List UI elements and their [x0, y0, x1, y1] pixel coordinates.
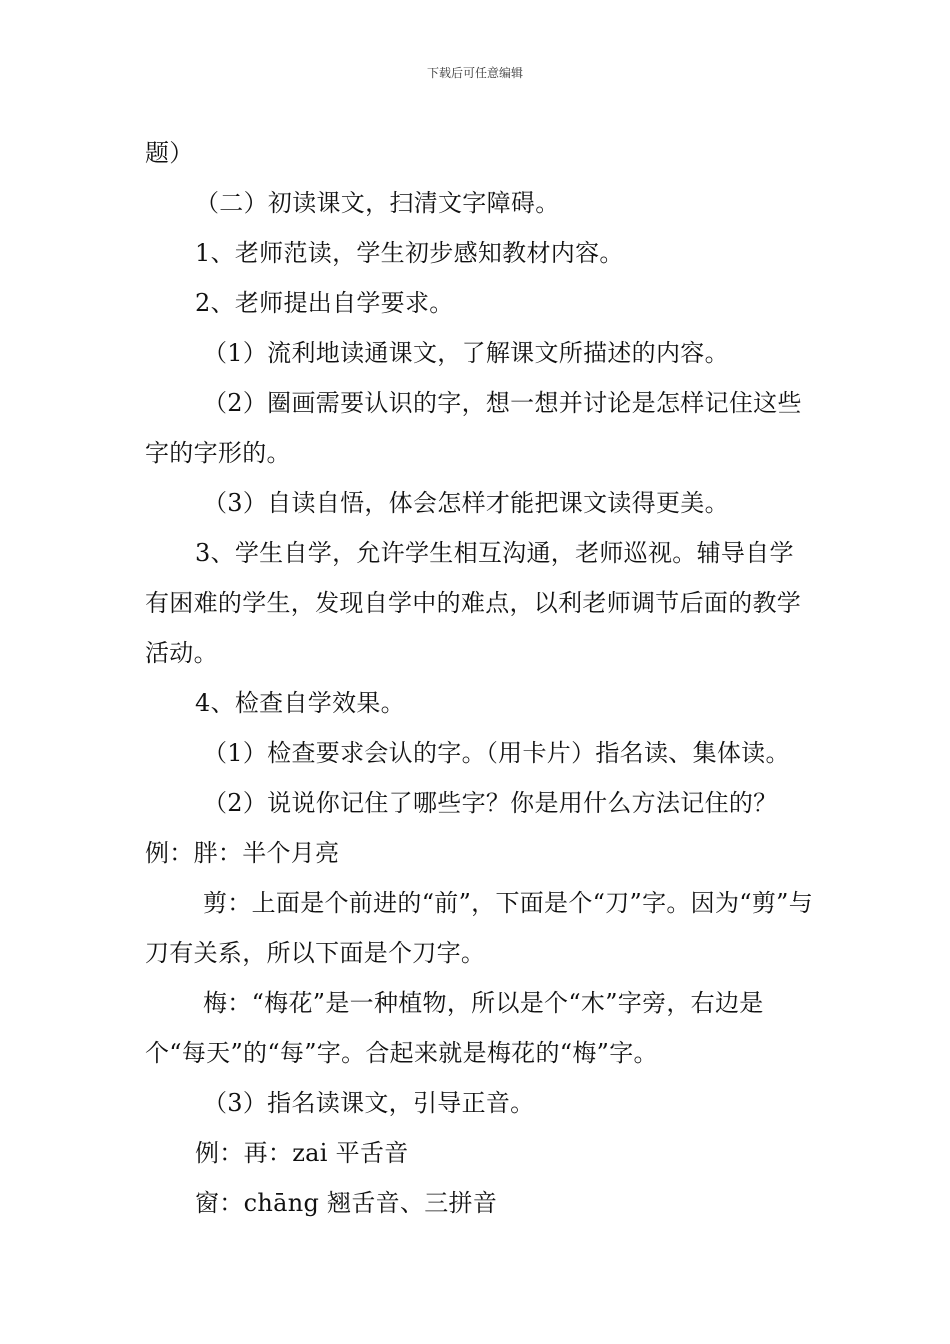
paragraph: 剪：上面是个前进的“前”，下面是个“刀”字。因为“剪”与刀有关系，所以下面是个刀字。	[145, 889, 814, 967]
paragraph: 3、学生自学，允许学生相互沟通，老师巡视。辅导自学有困难的学生，发现自学中的难点，以利老师调节后面的教学活动。	[145, 539, 802, 667]
paragraph: （2）说说你记住了哪些字？你是用什么方法记住的？	[203, 789, 778, 817]
paragraph: （二）初读课文，扫清文字障碍。	[195, 189, 560, 217]
paragraph: 窗：chāng 翘舌音、三拼音	[195, 1189, 498, 1217]
paragraph: （3）自读自悟，体会怎样才能把课文读得更美。	[203, 489, 729, 517]
paragraph: 题）	[145, 139, 194, 167]
paragraph: （3）指名读课文，引导正音。	[203, 1089, 535, 1117]
paragraph: （1）检查要求会认的字。（用卡片）指名读、集体读。	[203, 739, 790, 767]
document-body	[145, 128, 815, 1228]
paragraph: （1）流利地读通课文，了解课文所描述的内容。	[203, 339, 729, 367]
paragraph: 4、检查自学效果。	[195, 689, 405, 717]
page-header: 下载后可任意编辑	[426, 66, 523, 80]
paragraph: 例：再：zai 平舌音	[195, 1139, 409, 1167]
paragraph: 1、老师范读，学生初步感知教材内容。	[195, 239, 624, 267]
paragraph: （2）圈画需要认识的字，想一想并讨论是怎样记住这些字的字形的。	[145, 389, 802, 467]
paragraph: 梅：“梅花”是一种植物，所以是个“木”字旁，右边是个“每天”的“每”字。合起来就是梅花的“梅”字。	[145, 989, 764, 1067]
paragraph: 2、老师提出自学要求。	[195, 289, 454, 317]
paragraph: 例：胖：半个月亮	[145, 839, 340, 867]
